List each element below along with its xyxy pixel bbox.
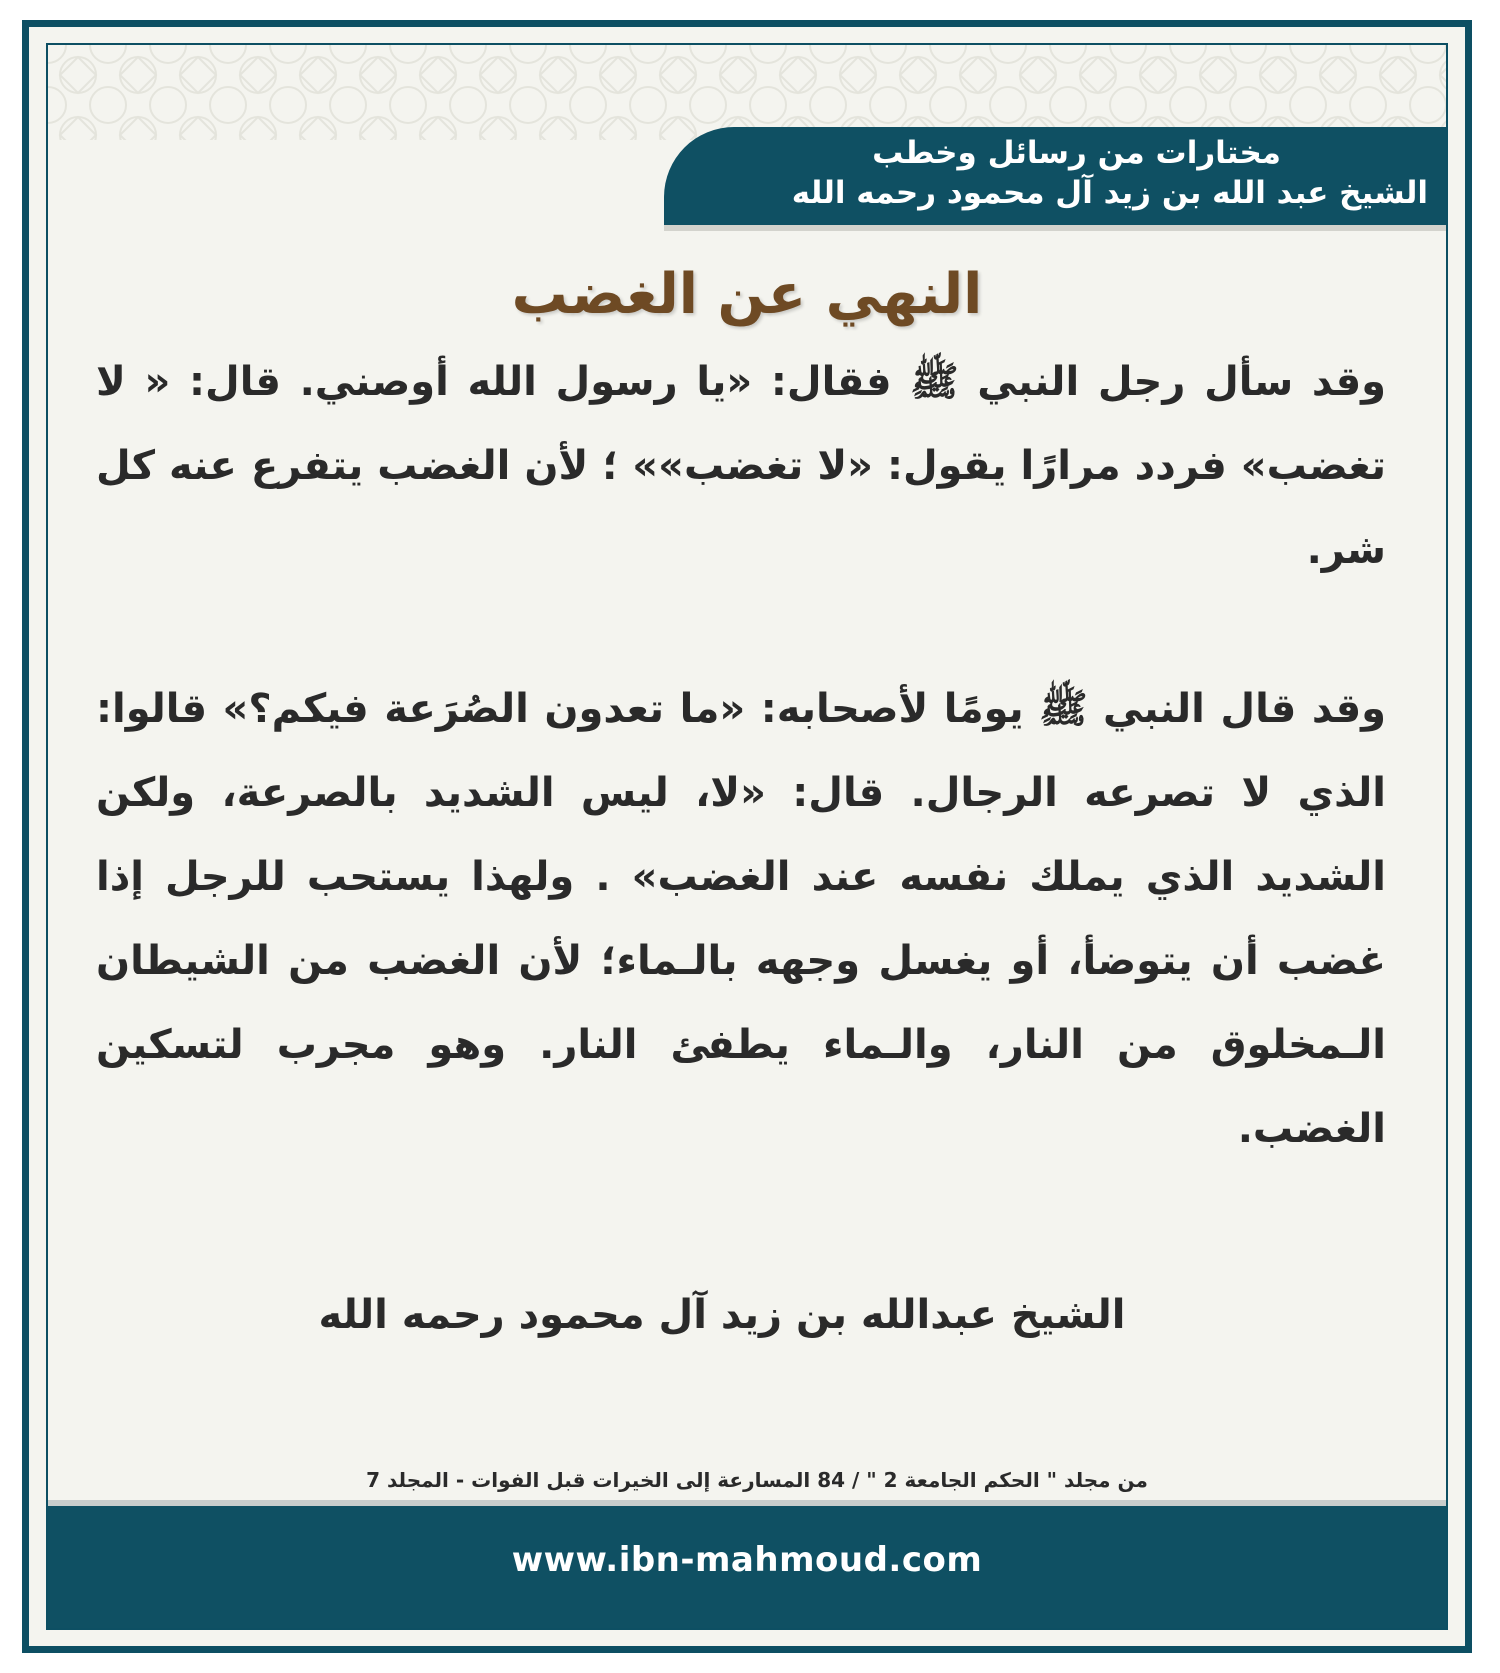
header-author: الشيخ عبد الله بن زيد آل محمود رحمه الله — [791, 175, 1428, 211]
paragraph-2: وقد قال النبي ﷺ يومًا لأصحابه: «ما تعدون الصُرَعة فيكم؟» قالوا: الذي لا تصرعه الرجال. قال: «لا، ليس الشديد بالصرعة، ولكن الشديد الذي يملك نفسه عند الغضب» . ولهذا يستحب للرجل إذا غضب أن يتوضأ، أو يغسل وجهه بالـماء؛ لأن الغضب من الشيطان الـمخلوق من النار، والـماء يطفئ النار. وهو مجرب لتسكين الغضب. — [96, 686, 1386, 1152]
header-series-title: مختارات من رسائل وخطب — [872, 135, 1281, 171]
paragraph-1: وقد سأل رجل النبي ﷺ فقال: «يا رسول الله أوصني. قال: « لا تغضب» فردد مرارًا يقول: «لا تغضب»» ؛ لأن الغضب يتفرع عنه كل شر. — [96, 359, 1386, 573]
signature: الشيخ عبدالله بن زيد آل محمود رحمه الله — [318, 1292, 1126, 1338]
footer-bar — [48, 1500, 1446, 1628]
header-banner — [664, 127, 1446, 225]
page-title: النهي عن الغضب — [511, 262, 983, 327]
outer-frame — [22, 20, 1472, 1653]
card — [46, 43, 1448, 1630]
source-reference: من مجلد " الحكم الجامعة 2 " / 84 المسارعة إلى الخيرات قبل الفوات - المجلد 7 — [366, 1468, 1148, 1492]
website-link[interactable]: www.ibn-mahmoud.com — [511, 1540, 983, 1580]
decorative-pattern — [48, 45, 1446, 140]
